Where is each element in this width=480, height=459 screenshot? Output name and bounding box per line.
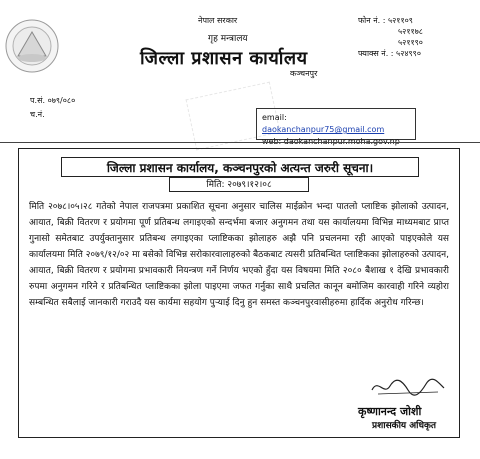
notice-body: मिति २०७८।०५।२८ गतेको नेपाल राजपत्रमा प्रकाशित सूचना अनुसार चालिस माईक्रोन भन्दा पातलो प्लाष्टिक झोलाको उत्पादन, आयात, बिक्री वितरण र प्रयोगमा पूर्ण प्रतिबन्ध लगाइएको सन्दर्भमा बजार अनुगमन तथा यस कार्यालयमा विभिन्न माध्यमबाट प्राप्त गुनासो समेतबाट उपर्युक्तानुसार प्रतिबन्ध लगाइएका प्लाष्टिकका झोलाहरु अझै पनि प्रचलनमा रही आएको पाइएकोले यस कार्यालयमा मिति २०७९/१२/०२ मा बसेको विभिन्न सरोकारवालाहरुको बैठकबाट त्यसरी प्रतिबन्धित प्लाष्टिकका झोलाहरुको उत्पादन, आयात, बिक्री वितरण र प्रयोगमा प्रभावकारी नियन्त्रण गर्ने निर्णय भएको हुँदा यस विषयमा मिति २०८० बैशाख १ देखि प्रभावकारी रुपमा अनुगमन गरिने र प्रतिबन्धित प्लाष्टिकका झोला पाइएमा जफत गर्नुका साथै प्रचलित कानून बमोजिम कारवाही गरिने व्यहोरा सम्बन्धित सबैलाई जानकारी गराउदै यस कार्यमा सहयोग पुऱ्याई दिनु हुन समस्त कञ्चनपुरवासीहरुमा हार्दिक अनुरोध गरिन्छ। [29,202,450,308]
dispatch-number: च.नं. [30,110,45,119]
office-name: जिल्ला प्रशासन कार्यालय [140,48,308,69]
government-name: नेपाल सरकार [198,16,238,25]
phone-line: फोन नं. : ५२११०९ [358,16,413,25]
contact-box [256,108,416,140]
office-place: कञ्चनपुर [290,69,318,78]
nepal-emblem-logo [4,18,60,74]
phone-numbers [358,16,423,60]
notice-date: मिति: २०७९।१२।०८ [169,177,309,192]
fax-line: फ्याक्स नं. : ५२४९९० [358,49,422,58]
letter-number: प.सं. ०७९/०८० [30,96,76,105]
ministry-name: गृह मन्त्रालय [208,34,248,44]
notice-title: जिल्ला प्रशासन कार्यालय, कञ्चनपुरको अत्यन्त जरुरी सूचना। [61,157,419,177]
email-row [262,112,410,136]
phone-line: ५२११७८ [398,27,423,36]
phone-line: ५२११९० [398,38,423,47]
signatory-name: कृष्णानन्द जोशी [358,405,422,418]
email-link[interactable]: daokanchanpur75@gmail.com [262,125,385,134]
email-label: email: [262,113,287,122]
signatory-title: प्रशासकीय अधिकृत [372,421,437,431]
header-divider [0,142,480,143]
handwritten-signature [368,376,448,398]
